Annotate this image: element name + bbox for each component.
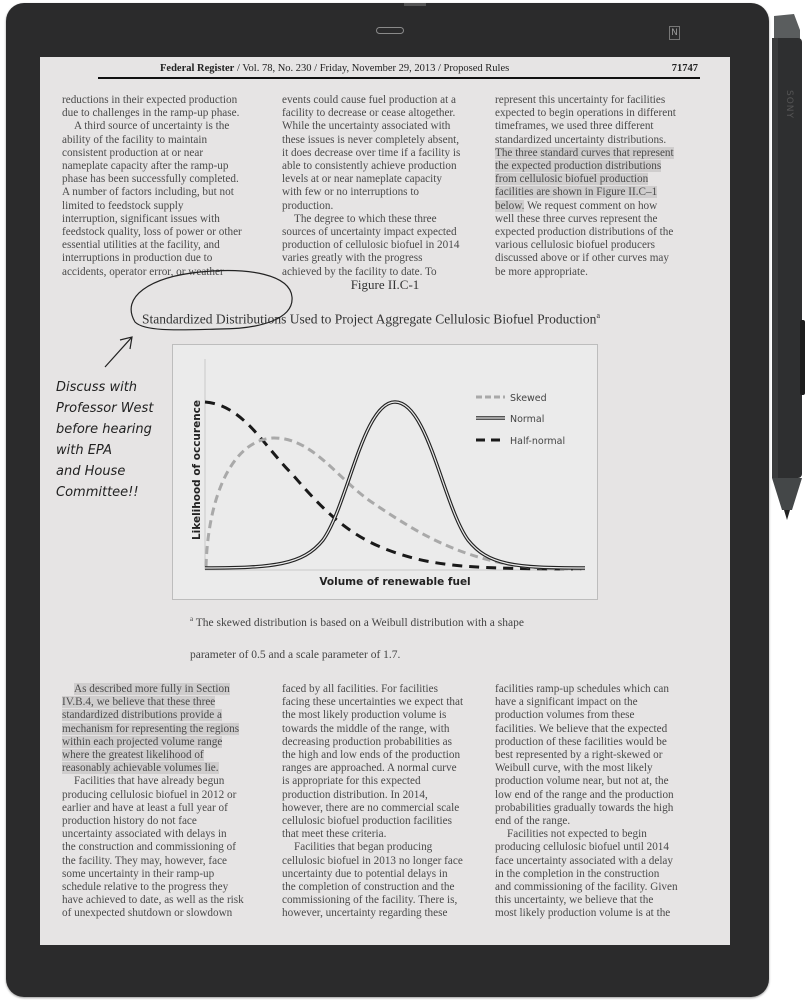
text-line: represent this uncertainty for facilities [495,94,666,106]
text-line: with few or no interruptions to [282,186,420,199]
text-line: consistent production at or near [62,146,204,159]
stylus-side-button[interactable] [800,320,805,395]
svg-text:and House: and House [56,464,126,479]
svg-text:Discuss with: Discuss with [56,380,138,395]
text-line: cellulosic biofuel in 2013 no longer face [282,854,463,867]
text-line: low end of the range and the production [495,788,674,801]
text-line: the high and low ends of the production [282,749,461,762]
text-line: production of these facilities would be [495,735,667,748]
text-line: production distribution. In 2014, [282,788,428,801]
text-line: able to consistently achieve production [282,160,457,173]
text-line: various cellulosic biofuel producers [495,239,655,252]
nfc-icon: N [669,26,680,40]
text-line: have achieved to date, as well as the risk [62,894,244,907]
text-line: faced by all facilities. For facilities [282,683,438,695]
text-line: production of cellulosic biofuel in 2014 [282,239,460,252]
text-line: production history do not face [62,815,197,828]
text-line: While the uncertainty associated with [282,120,451,133]
text-line: sources of uncertainty impact expected [282,226,457,239]
issue-info: / Vol. 78, No. 230 / Friday, November 29, 2013 / Proposed Rules [234,63,510,74]
svg-text:Committee!!: Committee!! [56,485,139,500]
text-line: facing these uncertainties we expect that [282,696,464,709]
legend-normal: Normal [510,414,545,425]
text-line: Facilities that began producing [294,841,433,854]
highlighted-text[interactable]: within each projected volume range [62,735,223,748]
text-line: reductions in their expected production [62,94,238,106]
text-line: uncertainty associated with delays in [62,828,227,841]
ink-circle [131,271,292,330]
stylus-pen[interactable] [770,10,806,520]
text-line: limited to feedstock supply [62,199,184,212]
text-line: well these three curves represent the [495,212,658,225]
text-line: best represented by a right-skewed or [495,749,663,762]
text-line: earlier and have at least a full year of [62,801,228,814]
text-line: standardized uncertainty distributions. [495,133,667,146]
text-line: timeframes, we used three different [495,120,654,133]
highlighted-text[interactable]: mechanism for representing the regions [62,722,240,735]
y-axis-label: Likelihood of occurence [191,399,203,541]
svg-text:Professor West: Professor West [56,401,154,416]
text-line: these issues is never completely absent, [282,133,460,146]
legend-skewed: Skewed [510,393,547,404]
text-line: producing cellulosic biofuel in 2012 or [62,788,237,801]
text-line: production volume near, but not at, the [495,775,669,788]
text-line: that meet these criteria. [282,828,387,841]
text-line: the most likely production volume is [282,709,447,722]
text-line: levels at or near nameplate capacity [282,173,442,186]
text-line: We request comment on how [524,199,658,212]
text-line: facility to decrease or cease altogether. [282,107,456,120]
highlighted-text[interactable]: reasonably achievable volumes lie. [62,762,219,775]
text-line: accidents, operator error, or weather [62,265,224,278]
text-line: producing cellulosic biofuel until 2014 [495,841,669,854]
text-line: probabilities gradually towards the high [495,801,674,814]
superscript: a [596,311,600,320]
text-line: decreasing production probabilities as [282,735,452,748]
text-line: the completion of construction and the [282,881,455,894]
text-line: of unexpected shutdown or slowdown [62,907,233,920]
text-line: production volumes from these [495,709,635,722]
page-number: 71747 [671,63,698,74]
highlighted-text[interactable]: the expected production distributions [495,160,662,173]
text-line: The degree to which these three [294,212,437,225]
sony-logo: SONY [784,90,794,120]
svg-text:before hearing: before hearing [56,422,152,437]
text-line: phase has been successfully completed. [62,173,239,186]
footnote-mark: a [190,615,194,623]
text-line: end of the range. [495,815,571,828]
text-line: commissioning of the facility. There is, [282,894,458,907]
figure-title-text: Standardized Distributions Used to Project Aggregate Cellulosic Biofuel Production [142,311,597,327]
ink-annotations [40,57,730,945]
text-line: varies greatly with the progress [282,252,423,265]
text-line: the facility. They may, however, face [62,854,228,867]
ink-arrow-icon [105,337,132,367]
text-line: most likely production volume is at the [495,907,671,920]
text-line: interruption, significant issues with [62,212,220,225]
text-line: interruptions in production due to [62,252,213,265]
text-line: and commissioning of the facility. Given [495,881,678,894]
highlighted-text[interactable]: The three standard curves that represent [495,146,674,159]
indicator-light [376,27,404,34]
text-line: is appropriate for this expected [282,775,421,788]
svg-text:with EPA: with EPA [56,443,113,458]
text-line: expected to begin operations in different [495,107,676,120]
highlighted-text[interactable]: As described more fully in Section [74,683,230,695]
handwritten-note [56,380,154,500]
text-line: however, there are no commercial scale [282,801,460,814]
text-line: uncertainty due to potential delays in [282,867,448,880]
text-line: facilities ramp-up schedules which can [495,683,669,695]
highlighted-text[interactable]: standardized distributions provide a [62,709,223,722]
text-line: facilities. We believe that the expected [495,722,668,735]
footnote-text: The skewed distribution is based on a Weibull distribution with a shape [193,616,524,629]
text-line: cellulosic biofuel production facilities [282,815,452,828]
power-button[interactable] [404,3,426,6]
text-line: towards the middle of the range, with [282,722,450,735]
text-line: this uncertainty, we believe that the [495,894,654,907]
text-line: nameplate capacity after the ramp-up [62,160,229,173]
text-line: face uncertainty associated with a delay [495,854,673,867]
x-axis-label: Volume of renewable fuel [319,576,471,588]
text-line: production. [282,199,334,212]
legend-half-normal: Half-normal [510,436,566,447]
text-line: Facilities that have already begun [74,775,225,788]
publication-name: Federal Register [160,63,235,74]
highlighted-text[interactable]: IV.B.4, we believe that these three [62,696,216,709]
highlighted-text[interactable]: from cellulosic biofuel production [495,173,649,186]
figure-footnote-2: parameter of 0.5 and a scale parameter of 1.7. [190,649,401,661]
figure-label: Figure II.C-1 [350,277,420,292]
text-line: due to challenges in the ramp-up phase. [62,107,240,120]
text-line: expected production distributions of the [495,226,674,239]
highlighted-text[interactable]: facilities are shown in Figure II.C–1 [495,186,658,199]
text-line: Weibull curve, with the most likely [495,762,653,775]
text-line: essential utilities at the facility, and [62,239,220,252]
highlighted-text[interactable]: where the greatest likelihood of [62,749,204,762]
text-line: in the completion in the construction [495,867,660,880]
text-line: the construction and commissioning of [62,841,237,854]
text-line: some uncertainty in their ramp-up [62,867,215,880]
highlighted-text[interactable]: below. [495,199,525,212]
text-line: have a significant impact on the [495,696,638,709]
text-line: it does decrease over time if a facility is [282,146,461,159]
text-line: ranges are approached. A normal curve [282,762,457,775]
text-line: events could cause fuel production at a [282,94,456,106]
text-line: achieved by the facility to date. To [282,265,437,278]
text-line: feedstock quality, loss of power or other [62,226,242,239]
text-line: ability of the facility to maintain [62,133,208,146]
text-line: A number of factors including, but not [62,186,234,199]
document-screen[interactable] [40,57,730,945]
text-line: discussed above or if other curves may [495,252,669,265]
text-line: however, uncertainty regarding these [282,907,448,920]
text-line: Facilities not expected to begin [507,828,647,841]
text-line: A third source of uncertainty is the [74,120,230,133]
text-line: schedule relative to the progress they [62,881,229,894]
text-line: be more appropriate. [495,265,588,278]
